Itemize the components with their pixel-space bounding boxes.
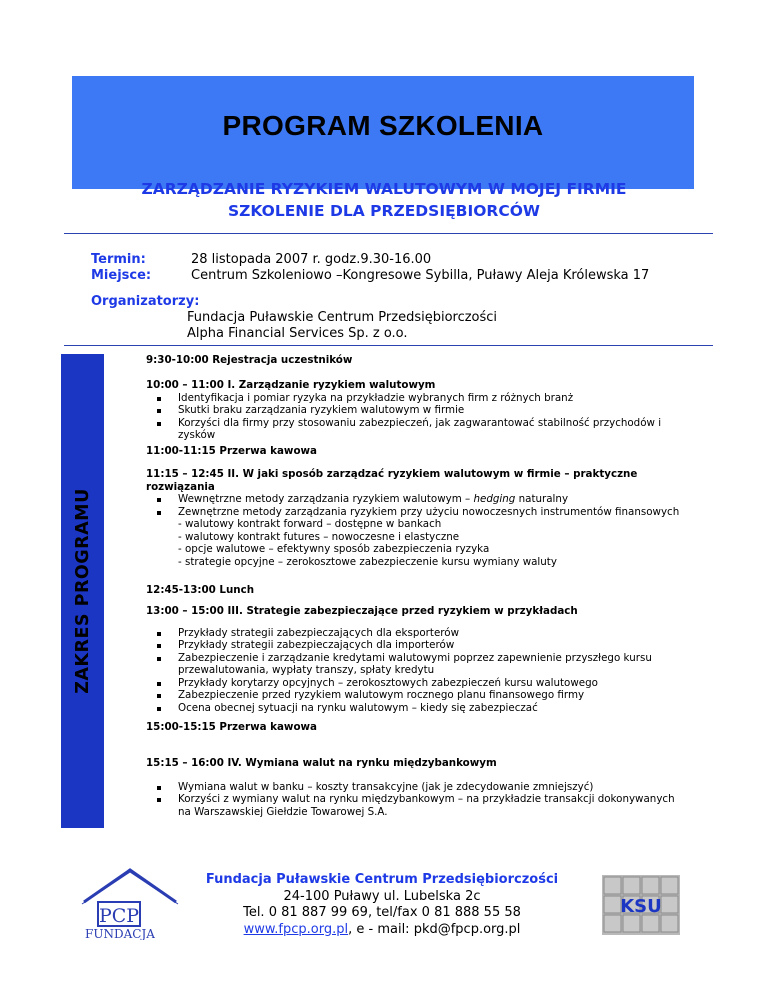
program-break-2 (146, 721, 686, 734)
list-item: Zewnętrzne metody zarządzania ryzykiem przy użyciu nowoczesnych instrumentów finansowych (146, 506, 686, 519)
program-session-2 (146, 468, 686, 568)
program-lunch (146, 584, 686, 597)
divider-bottom (64, 345, 713, 346)
termin-value: 28 listopada 2007 r. godz.9.30-16.00 (191, 252, 432, 267)
organizer-2: Alpha Financial Services Sp. z o.o. (187, 326, 408, 341)
ksu-logo (602, 875, 680, 935)
subtitle-line-1: ZARZĄDZANIE RYZYKIEM WALUTOWYM W MOJEJ FIRMIE (141, 180, 627, 198)
list-item: Ocena obecnej sytuacji na rynku walutowym – kiedy się zabezpieczać (146, 702, 686, 715)
footer-phone: Tel. 0 81 887 99 69, tel/fax 0 81 888 55 58 (243, 905, 521, 920)
sidebar-label: ZAKRES PROGRAMU (72, 488, 93, 694)
sub-item: - strategie opcyjne – zerokosztowe zabezpieczenie kursu wymiany waluty (178, 555, 557, 568)
pcp-logo-caption: FUNDACJA (85, 927, 155, 940)
list-item: Wymiana walut w banku – koszty transakcyjne (jak je zdecydowanie zmniejszyć) (146, 781, 686, 794)
footer-email: , e - mail: pkd@fpcp.org.pl (348, 921, 521, 937)
list-item: Zabezpieczenie i zarządzanie kredytami walutowymi poprzez zapewnienie przyszłego kursu przewalutowania, wypłaty transzy, spłaty kredytu (146, 652, 686, 677)
subtitle-line-2: SZKOLENIE DLA PRZEDSIĘBIORCÓW (227, 202, 541, 220)
footer-web-email (180, 922, 584, 939)
training-subtitle (60, 178, 708, 222)
footer-address: 24-100 Puławy ul. Lubelska 2c (283, 888, 481, 904)
list-item: Zabezpieczenie przed ryzykiem walutowym rocznego planu finansowego firmy (146, 689, 686, 702)
lunch-title: 12:45-13:00 Lunch (146, 584, 255, 596)
organizer-1: Fundacja Puławskie Centrum Przedsiębiorczości (187, 310, 498, 325)
session-registration-title: 9:30-10:00 Rejestracja uczestników (146, 354, 353, 366)
website-link[interactable]: www.fpcp.org.pl (243, 921, 349, 937)
miejsce-label: Miejsce: (91, 268, 152, 283)
program-break-1 (146, 445, 686, 458)
organizers-label: Organizatorzy: (91, 294, 200, 309)
hedging-term: hedging (473, 493, 516, 505)
ksu-logo-text: KSU (620, 896, 662, 917)
break-1-title: 11:00-11:15 Przerwa kawowa (146, 445, 317, 457)
page-title: PROGRAM SZKOLENIA (222, 110, 544, 141)
list-item: Przykłady strategii zabezpieczających dla importerów (146, 639, 686, 652)
session-3-list (146, 627, 686, 715)
program-session-1 (146, 379, 686, 442)
program-session-3 (146, 605, 686, 714)
program-session-registration (146, 354, 686, 367)
footer-contact (180, 872, 584, 938)
session-2-title: 11:15 – 12:45 II. W jaki sposób zarządzać ryzykiem walutowym w firmie – praktyczne rozwiązania (146, 468, 638, 493)
divider-top (64, 233, 713, 234)
sub-item: - walutowy kontrakt forward – dostępne w bankach (178, 518, 442, 530)
session-1-title: 10:00 – 11:00 I. Zarządzanie ryzykiem walutowym (146, 379, 436, 391)
pcp-logo-text: PCP (98, 905, 140, 927)
termin-label: Termin: (91, 252, 146, 267)
program-session-4 (146, 757, 686, 818)
session-1-list (146, 392, 686, 442)
session-3-title: 13:00 – 15:00 III. Strategie zabezpieczające przed ryzykiem w przykładach (146, 605, 578, 617)
title-banner (72, 76, 694, 189)
list-item: Wewnętrzne metody zarządzania ryzykiem walutowym – hedging naturalny (146, 493, 686, 506)
list-item: Korzyści z wymiany walut na rynku międzybankowym – na przykładzie transakcji dokonywanych na Warszawskiej Giełdzie Towarowej S.A. (146, 793, 686, 818)
break-2-title: 15:00-15:15 Przerwa kawowa (146, 721, 317, 733)
session-4-list (146, 781, 686, 819)
miejsce-value: Centrum Szkoleniowo –Kongresowe Sybilla, Puławy Aleja Królewska 17 (191, 268, 650, 283)
pcp-logo (80, 864, 180, 940)
program-sidebar (61, 354, 104, 828)
list-item: Identyfikacja i pomiar ryzyka na przykładzie wybranych firm z różnych branż (146, 392, 686, 405)
sub-item: - walutowy kontrakt futures – nowoczesne i elastyczne (178, 530, 460, 543)
list-item: Skutki braku zarządzania ryzykiem walutowym w firmie (146, 404, 686, 417)
list-item: Korzyści dla firmy przy stosowaniu zabezpieczeń, jak zagwarantować stabilność przychodów i zysków (146, 417, 686, 442)
session-4-title: 15:15 – 16:00 IV. Wymiana walut na rynku międzybankowym (146, 757, 497, 769)
list-item: Przykłady korytarzy opcyjnych – zerokosztowych zabezpieczeń kursu walutowego (146, 677, 686, 690)
list-item: Przykłady strategii zabezpieczających dla eksporterów (146, 627, 686, 640)
sub-item: - opcje walutowe – efektywny sposób zabezpieczenia ryzyka (178, 543, 490, 555)
session-2-list (146, 493, 686, 518)
footer-org: Fundacja Puławskie Centrum Przedsiębiorczości (205, 872, 559, 887)
